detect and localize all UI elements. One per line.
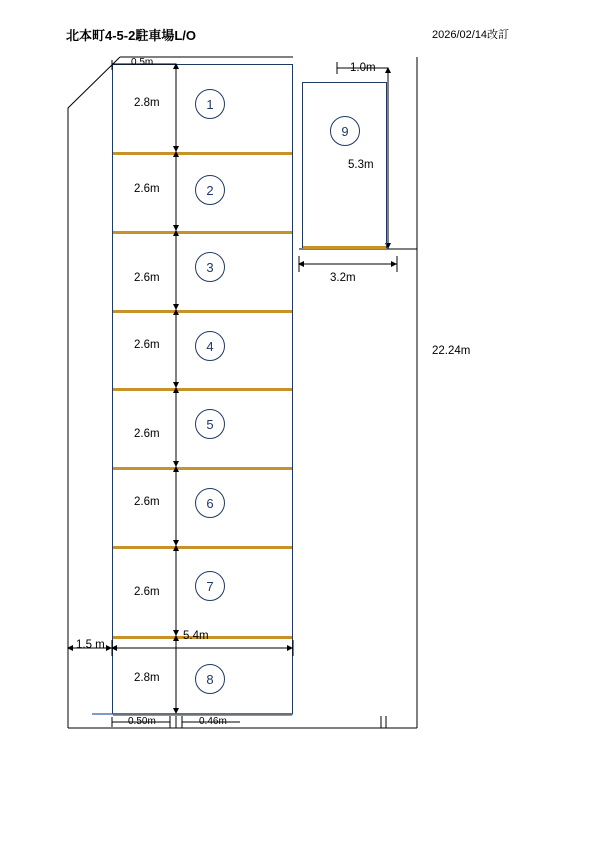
stall-depth-label-2: 2.6m (134, 183, 160, 195)
stall-divider-6-7 (113, 546, 292, 549)
dim-label-top-width: 0.5m (131, 57, 154, 68)
page-title: 北本町4-5-2駐車場L/O (66, 28, 197, 43)
stall-9-bottom-edge (303, 246, 386, 249)
stall-depth-label-1: 2.8m (134, 97, 160, 109)
stall-number-7[interactable]: 7 (195, 571, 225, 601)
revision-date: 2026/02/14改訂 (432, 29, 510, 41)
stall-depth-label-7: 2.6m (134, 586, 160, 598)
stall-divider-2-3 (113, 231, 292, 234)
stall-depth-label-9: 5.3m (348, 159, 374, 171)
dim-label-left-offset: 1.5 m (76, 639, 105, 651)
stall-number-1[interactable]: 1 (195, 89, 225, 119)
stall-number-6[interactable]: 6 (195, 488, 225, 518)
stall-depth-label-8: 2.8m (134, 672, 160, 684)
dim-label-bottom-left: 0.50m (128, 716, 156, 727)
stall-depth-label-5: 2.6m (134, 428, 160, 440)
stall-divider-3-4 (113, 310, 292, 313)
stall-number-2[interactable]: 2 (195, 175, 225, 205)
stall-divider-1-2 (113, 152, 292, 155)
stall-depth-label-3: 2.6m (134, 272, 160, 284)
right-stall-block (302, 82, 387, 248)
dim-label-bottom-right: 0.46m (199, 716, 227, 727)
dim-label-overall-width: 5.4m (183, 630, 209, 642)
stall-number-9[interactable]: 9 (330, 116, 360, 146)
site-total-height-label: 22.24m (432, 345, 471, 357)
stall-number-8[interactable]: 8 (195, 664, 225, 694)
stall-number-5[interactable]: 5 (195, 409, 225, 439)
dim-label-right-width: 3.2m (330, 272, 356, 284)
stall-number-3[interactable]: 3 (195, 252, 225, 282)
dim-label-right-top-offset: 1.0m (350, 62, 376, 74)
stall-divider-4-5 (113, 388, 292, 391)
stall-depth-label-6: 2.6m (134, 496, 160, 508)
stall-number-4[interactable]: 4 (195, 331, 225, 361)
stall-divider-5-6 (113, 467, 292, 470)
stall-depth-label-4: 2.6m (134, 339, 160, 351)
